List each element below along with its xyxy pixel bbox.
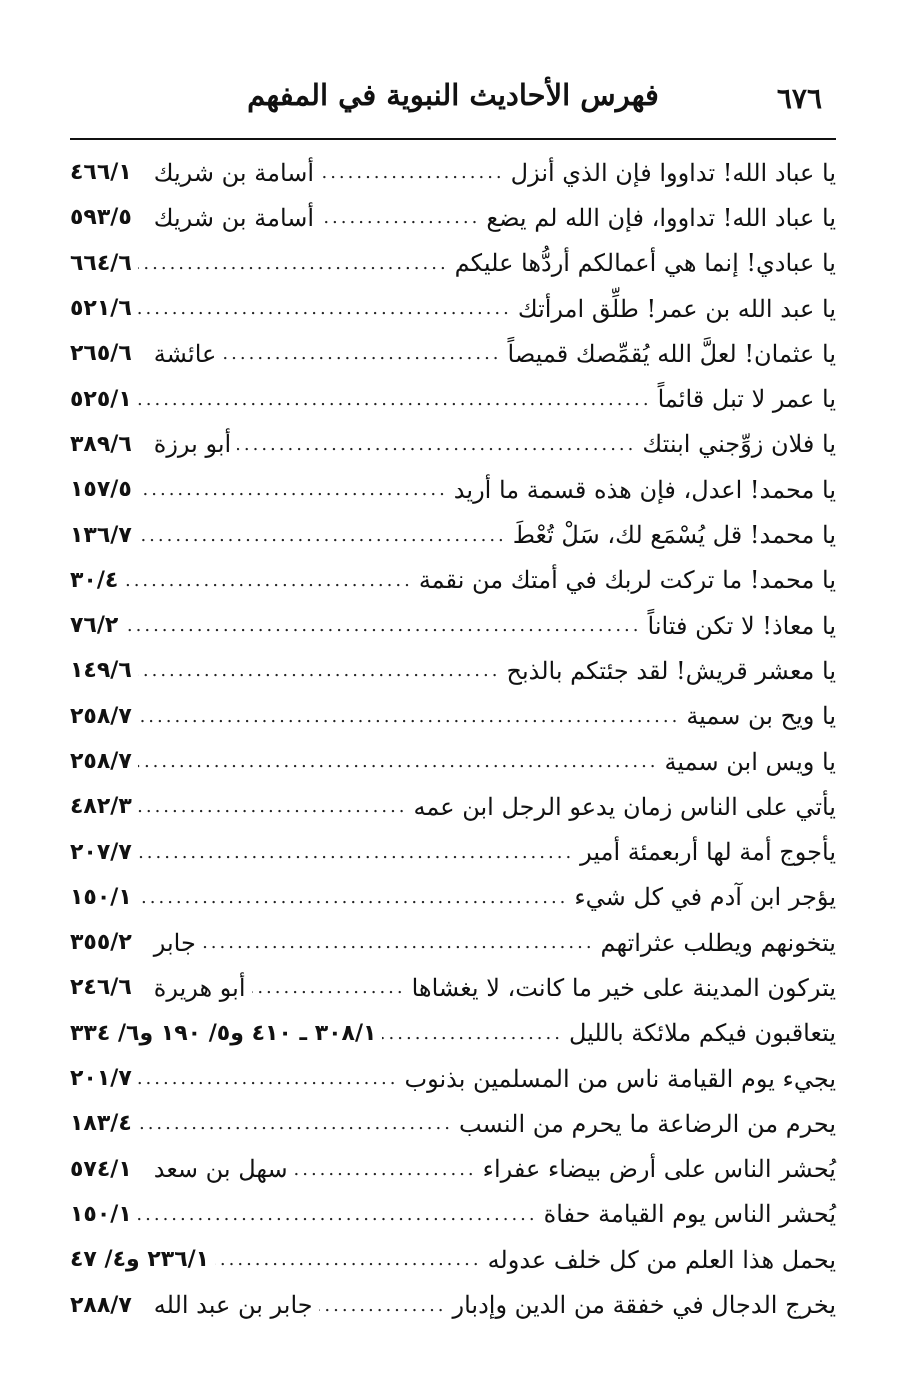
hadith-text: يحرم من الرضاعة ما يحرم من النسب [458, 1109, 836, 1138]
index-row [70, 965, 836, 1010]
volume-page-reference: ٣٨٩/٦ [70, 431, 132, 457]
hadith-text: يا معشر قريش! لقد جئتكم بالذبح [506, 656, 836, 685]
narrator-name: أبو هريرة [153, 973, 246, 1002]
hadith-text: يحمل هذا العلم من كل خلف عدوله [487, 1245, 836, 1274]
leader-dots [382, 1023, 563, 1044]
volume-page-reference: ١٥٧/٥ [70, 477, 132, 503]
leader-dots [138, 796, 408, 817]
index-row [70, 1101, 836, 1146]
leader-dots [138, 887, 569, 908]
volume-page-reference: ١٨٣/٤ [70, 1111, 132, 1137]
leader-dots [124, 570, 412, 591]
volume-page-reference: ٢٥٨/٧ [70, 749, 132, 774]
leader-dots [237, 434, 636, 455]
index-row [70, 1237, 836, 1282]
index-row [70, 1282, 836, 1327]
index-row [70, 875, 836, 920]
page-number: ٦٧٦ [776, 82, 822, 115]
narrator-name: أسامة بن شريك [153, 203, 315, 232]
leader-dots [320, 207, 480, 228]
leader-dots [138, 479, 448, 500]
leader-dots [138, 298, 512, 319]
volume-page-reference: ٤٦٦/١ [70, 160, 132, 186]
volume-page-reference: ٤٨٢/٣ [70, 794, 132, 820]
leader-dots [138, 389, 652, 410]
leader-dots [138, 1068, 399, 1089]
index-row [70, 286, 836, 331]
leader-dots [252, 977, 406, 998]
leader-dots [138, 253, 449, 274]
volume-page-reference: ٦٦٤/٦ [70, 250, 132, 276]
index-row [70, 467, 836, 512]
index-row [70, 195, 836, 240]
volume-page-reference: ٥٢٥/١ [70, 386, 132, 412]
hadith-text: يا عباد الله! تداووا فإن الذي أنزل [510, 158, 836, 187]
leader-dots [319, 1295, 447, 1316]
hadith-text: يا معاذ! لا تكن فتاناً [647, 611, 836, 640]
leader-dots [294, 1159, 477, 1180]
leader-dots [222, 343, 501, 364]
hadith-text: يا محمد! ما تركت لربك في أمتك من نقمة [418, 566, 836, 595]
index-row [70, 150, 836, 195]
narrator-name: جابر بن عبد الله [153, 1291, 313, 1320]
index-row [70, 241, 836, 286]
hadith-text: يا عبد الله بن عمر! طلِّق امرأتك [517, 294, 836, 323]
volume-page-reference: ٢٦٥/٦ [70, 341, 132, 367]
index-row [70, 1192, 836, 1237]
hadith-text: يا ويح بن سمية [686, 702, 836, 731]
volume-page-reference: ٢٥٨/٧ [70, 703, 132, 729]
index-row [70, 694, 836, 739]
page-title: فهرس الأحاديث النبوية في المفهم [247, 78, 659, 112]
volume-page-reference: ١٤٩/٦ [70, 658, 132, 684]
hadith-text: يأجوج أمة لها أربعمئة أمير [580, 838, 836, 867]
leader-dots [215, 1249, 481, 1270]
index-row [70, 1056, 836, 1101]
volume-page-reference: ١٥٠/١ [70, 1201, 132, 1227]
index-row [70, 920, 836, 965]
index-row [70, 829, 836, 874]
leader-dots [138, 842, 574, 863]
hadith-text: يؤجر ابن آدم في كل شيء [574, 883, 836, 912]
index-row [70, 603, 836, 648]
leader-dots [202, 932, 595, 953]
index-row [70, 1011, 836, 1056]
hadith-text: يتعاقبون فيكم ملائكة بالليل [568, 1019, 836, 1048]
hadith-text: يُحشر الناس يوم القيامة حفاة [543, 1200, 836, 1229]
volume-page-reference: ٥٩٣/٥ [70, 205, 132, 231]
hadith-text: يا عباد الله! تداووا، فإن الله لم يضع [486, 203, 836, 232]
volume-page-reference: ٣٠/٤ [70, 567, 119, 593]
index-row [70, 331, 836, 376]
volume-page-reference: ٧٦/٢ [70, 613, 119, 639]
leader-dots [138, 1113, 453, 1134]
narrator-name: أبو برزة [153, 430, 232, 459]
hadith-text: يخرج الدجال في خفقة من الدين وإدبار [452, 1291, 836, 1320]
hadith-text: يُحشر الناس على أرض بيضاء عفراء [482, 1155, 836, 1184]
volume-page-reference: ٢٨٨/٧ [70, 1292, 132, 1318]
leader-dots [138, 751, 659, 772]
header-rule [70, 138, 836, 140]
hadith-text: يا عثمان! لعلَّ الله يُقمِّصك قميصاً [507, 339, 836, 368]
hadith-text: يا عبادي! إنما هي أعمالكم أردُّها عليكم [454, 249, 836, 278]
page-header [70, 78, 836, 126]
hadith-text: يا محمد! اعدل، فإن هذه قسمة ما أريد [453, 475, 836, 504]
narrator-name: أسامة بن شريك [153, 158, 315, 187]
volume-page-reference: ٢٣٦/١ و٤/ ٤٧ [70, 1247, 210, 1273]
hadith-text: يا عمر لا تبل قائماً [657, 385, 836, 414]
leader-dots [320, 162, 505, 183]
volume-page-reference: ٢٠٧/٧ [70, 839, 132, 865]
index-row [70, 1147, 836, 1192]
volume-page-reference: ٥٢١/٦ [70, 296, 132, 322]
hadith-text: يتخونهم ويطلب عثراتهم [600, 928, 836, 957]
leader-dots [124, 615, 641, 636]
volume-page-reference: ٥٧٤/١ [70, 1156, 132, 1182]
index-row [70, 376, 836, 421]
hadith-text: يا ويس ابن سمية [664, 747, 836, 776]
hadith-text: يا فلان زوِّجني ابنتك [642, 430, 836, 459]
volume-page-reference: ٣٠٨/١ ـ ٤١٠ و٥/ ١٩٠ و٦/ ٣٣٤ [70, 1020, 377, 1046]
volume-page-reference: ١٣٦/٧ [70, 522, 132, 548]
hadith-text: يا محمد! قل يُسْمَع لك، سَلْ تُعْطَ [512, 521, 836, 550]
volume-page-reference: ٢٤٦/٦ [70, 975, 132, 1001]
index-row [70, 512, 836, 557]
index-row [70, 558, 836, 603]
leader-dots [138, 706, 681, 727]
hadith-text: يجيء يوم القيامة ناس من المسلمين بذنوب [404, 1064, 836, 1093]
leader-dots [138, 525, 507, 546]
narrator-name: جابر [153, 928, 196, 957]
narrator-name: عائشة [153, 339, 217, 368]
leader-dots [138, 1204, 538, 1225]
hadith-text: يتركون المدينة على خير ما كانت، لا يغشاها [411, 973, 836, 1002]
narrator-name: سهل بن سعد [153, 1155, 288, 1184]
leader-dots [138, 660, 501, 681]
index-row [70, 739, 836, 784]
volume-page-reference: ٢٠١/٧ [70, 1066, 132, 1092]
hadith-text: يأتي على الناس زمان يدعو الرجل ابن عمه [413, 792, 836, 821]
hadith-index-list [70, 150, 836, 1328]
index-row [70, 784, 836, 829]
volume-page-reference: ٣٥٥/٢ [70, 930, 132, 956]
index-row [70, 648, 836, 693]
index-row [70, 422, 836, 467]
volume-page-reference: ١٥٠/١ [70, 884, 132, 910]
